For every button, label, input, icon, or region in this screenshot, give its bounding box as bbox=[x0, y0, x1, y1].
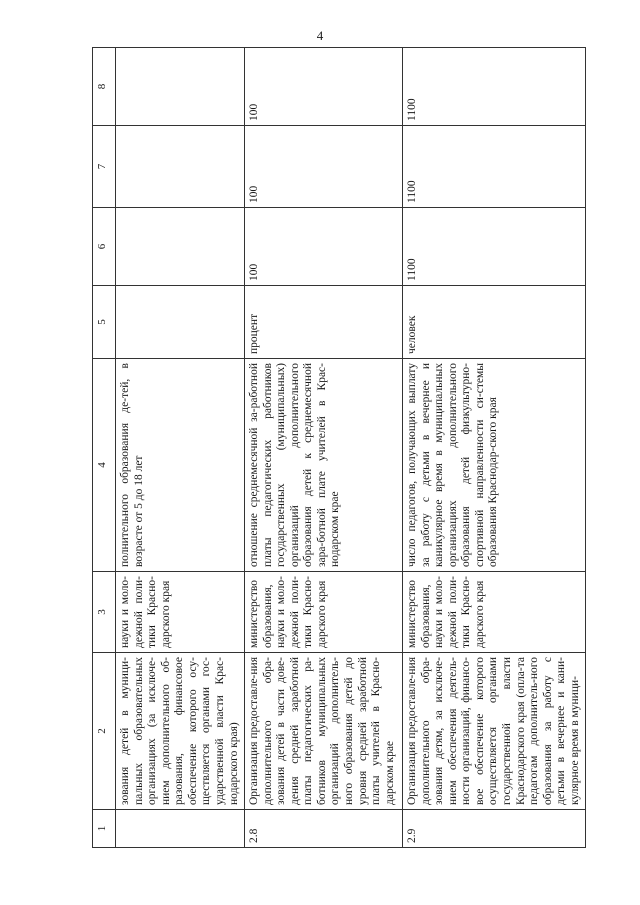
value-cell: 100 bbox=[245, 208, 403, 286]
indicator-cell: число педагогов, получающих выплату за работу с детьми в вечернее и каникулярное время в муниципальных организациях дополнительного образования детей физкультурно-спортивной направленности си-стемы образования Краснодар-ского края bbox=[403, 359, 586, 572]
table-row bbox=[245, 48, 403, 848]
row-number: 2.9 bbox=[403, 810, 586, 848]
value-cell: 100 bbox=[245, 48, 403, 126]
value-cell: 1100 bbox=[403, 126, 586, 208]
measures-table bbox=[92, 47, 586, 848]
table-row bbox=[116, 48, 245, 848]
page-number: 4 bbox=[316, 28, 324, 43]
measure-cell: Организация предоставле-ния дополнительного обра-зования детей в части дове-дения средней заработной платы педагогических ра-ботников муниципальных организаций дополнитель-ного образования детей до уровня средней заработной платы учителей в Красно-дарском крае bbox=[245, 653, 403, 810]
unit-cell bbox=[116, 286, 245, 359]
rotated-table-container bbox=[92, 48, 582, 848]
executor-cell: министерство образования, науки и моло-дежной поли-тики Красно-дарского края bbox=[245, 572, 403, 653]
column-number: 4 bbox=[93, 359, 116, 572]
column-number: 3 bbox=[93, 572, 116, 653]
column-number: 2 bbox=[93, 653, 116, 810]
indicator-cell: полнительного образования де-тей, в возрасте от 5 до 18 лет bbox=[116, 359, 245, 572]
value-cell: 1100 bbox=[403, 48, 586, 126]
column-number: 5 bbox=[93, 286, 116, 359]
row-number bbox=[116, 810, 245, 848]
value-cell: 1100 bbox=[403, 208, 586, 286]
value-cell bbox=[116, 208, 245, 286]
column-number: 8 bbox=[93, 48, 116, 126]
unit-cell: человек bbox=[403, 286, 586, 359]
column-number: 7 bbox=[93, 126, 116, 208]
column-number-row bbox=[93, 48, 116, 848]
value-cell bbox=[116, 126, 245, 208]
indicator-cell: отношение среднемесячной за-работной платы педагогических работников государственных (муниципальных) организаций дополнительного образования детей к среднемесячной зара-ботной плате учителей в Крас-нодарском крае bbox=[245, 359, 403, 572]
column-number: 6 bbox=[93, 208, 116, 286]
column-number: 1 bbox=[93, 810, 116, 848]
row-number: 2.8 bbox=[245, 810, 403, 848]
executor-cell: министерство образования, науки и моло-дежной поли-тики Красно-дарского края bbox=[403, 572, 586, 653]
value-cell: 100 bbox=[245, 126, 403, 208]
measure-cell: зования детей в муници-пальных образовательных организациях (за исключе-нием дополнительного об-разования, финансовое обеспечение которого осу-ществляется органами гос-ударственной власти Крас-нодарского края) bbox=[116, 653, 245, 810]
unit-cell: процент bbox=[245, 286, 403, 359]
value-cell bbox=[116, 48, 245, 126]
measure-cell: Организация предоставле-ния дополнительного обра-зования детям, за исключе-нием обеспечения деятель-ности организаций, финансо-вое обеспечение которого осуществляется органами государственной власти Краснодарского края (опла-та педагогам дополнитель-ного образования за работу с детьми в вечернее и кани-кулярное время в муници- bbox=[403, 653, 586, 810]
executor-cell: науки и моло-дежной поли-тики Красно-дарского края bbox=[116, 572, 245, 653]
table-row bbox=[403, 48, 586, 848]
